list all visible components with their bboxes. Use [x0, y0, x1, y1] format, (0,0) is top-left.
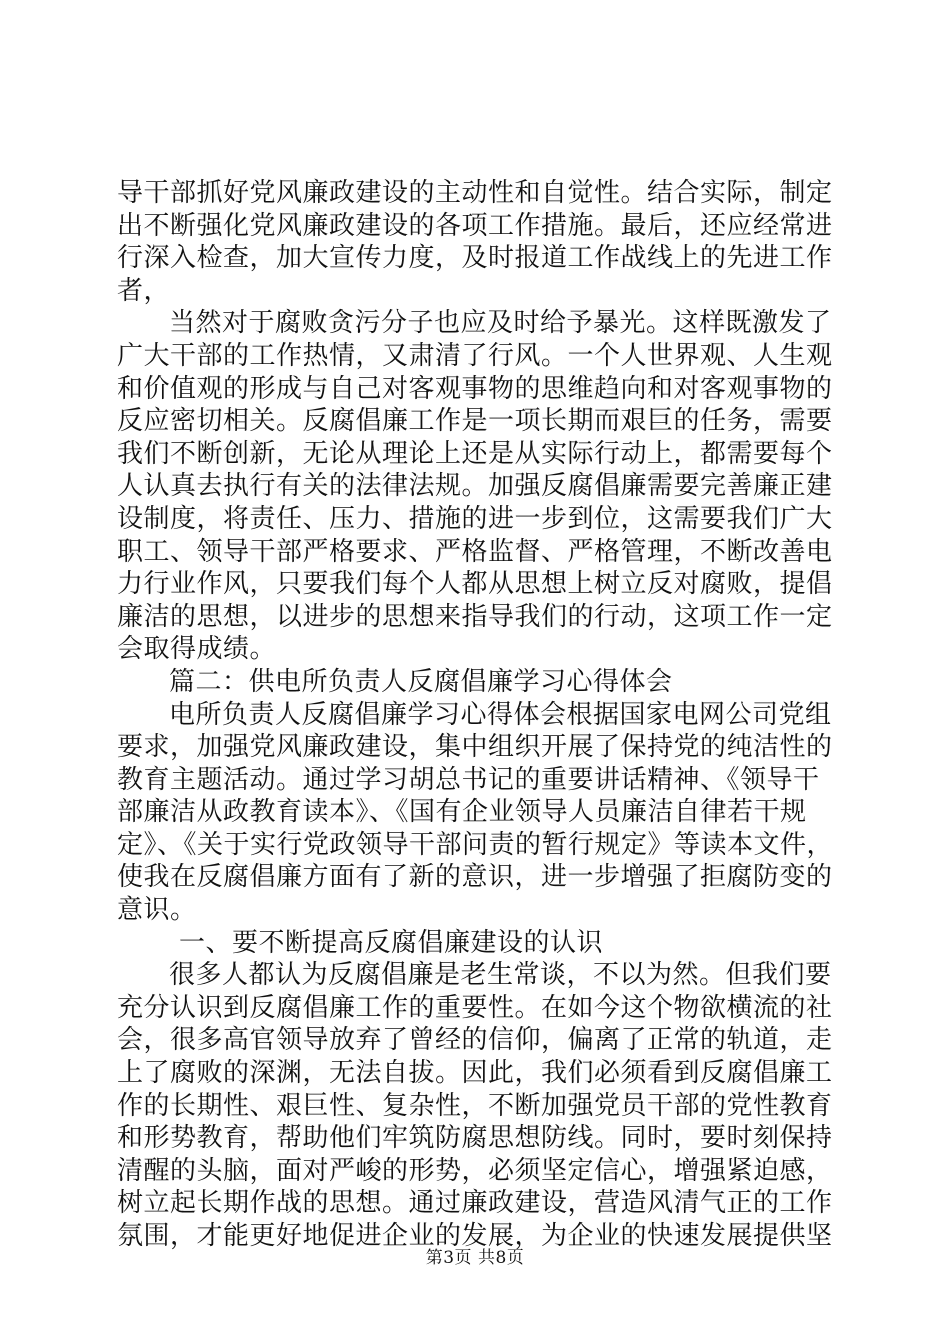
text-line: 职工、领导干部严格要求、严格监督、严格管理，不断改善电: [117, 536, 833, 567]
text-line: 广大干部的工作热情，又肃清了行风。一个人世界观、人生观: [117, 340, 833, 371]
text-line: 和形势教育，帮助他们牢筑防腐思想防线。同时，要时刻保持: [117, 1123, 833, 1154]
text-line: 很多人都认为反腐倡廉是老生常谈，不以为然。但我们要: [169, 960, 832, 991]
text-line: 意识。: [117, 895, 197, 926]
text-line: 作的长期性、艰巨性、复杂性，不断加强党员干部的党性教育: [117, 1090, 833, 1121]
text-line: 教育主题活动。通过学习胡总书记的重要讲话精神、《领导干: [117, 764, 820, 795]
text-line: 要求，加强党风廉政建设，集中组织开展了保持党的纯洁性的: [117, 732, 833, 763]
text-line: 行深入检查，加大宣传力度，及时报道工作战线上的先进工作: [117, 243, 833, 274]
page-number-footer: 第3页 共8页: [425, 1248, 525, 1268]
text-line: 力行业作风，只要我们每个人都从思想上树立反对腐败，提倡: [117, 569, 833, 600]
text-line: 使我在反腐倡廉方面有了新的意识，进一步增强了拒腐防变的: [117, 862, 833, 893]
subsection-heading: 一、要不断提高反腐倡廉建设的认识: [179, 927, 604, 958]
text-line: 出不断强化党风廉政建设的各项工作措施。最后，还应经常进: [117, 210, 833, 241]
text-line: 廉洁的思想，以进步的思想来指导我们的行动，这项工作一定: [117, 601, 833, 632]
text-line: 我们不断创新，无论从理论上还是从实际行动上，都需要每个: [117, 438, 833, 469]
text-line: 氛围，才能更好地促进企业的发展，为企业的快速发展提供坚: [117, 1221, 833, 1251]
text-line: 树立起长期作战的思想。通过廉政建设，营造风清气正的工作: [117, 1188, 833, 1219]
section-heading: 篇二：供电所负责人反腐倡廉学习心得体会: [169, 666, 673, 697]
document-body: [117, 177, 837, 1253]
text-line: 导干部抓好党风廉政建设的主动性和自觉性。结合实际，制定: [117, 178, 833, 208]
text-line: 部廉洁从政教育读本》、《国有企业领导人员廉洁自律若干规: [117, 797, 807, 828]
text-line: 清醒的头脑，面对严峻的形势，必须坚定信心，增强紧迫感，: [117, 1155, 833, 1186]
text-line: 人认真去执行有关的法律法规。加强反腐倡廉需要完善廉正建: [117, 471, 833, 502]
text-line: 上了腐败的深渊，无法自拔。因此，我们必须看到反腐倡廉工: [117, 1058, 833, 1089]
text-line: 充分认识到反腐倡廉工作的重要性。在如今这个物欲横流的社: [117, 992, 833, 1023]
text-line: 电所负责人反腐倡廉学习心得体会根据国家电网公司党组: [169, 699, 832, 730]
text-line: 当然对于腐败贪污分子也应及时给予暴光。这样既激发了: [169, 308, 832, 339]
text-line: 定》、《关于实行党政领导干部问责的暂行规定》等读本文件，: [117, 829, 834, 860]
text-line: 设制度，将责任、压力、措施的进一步到位，这需要我们广大: [117, 503, 833, 534]
text-line: 会取得成绩。: [117, 634, 277, 665]
text-line: 者，: [117, 275, 171, 306]
text-line: 和价值观的形成与自己对客观事物的思维趋向和对客观事物的: [117, 373, 833, 404]
text-line: 反应密切相关。反腐倡廉工作是一项长期而艰巨的任务，需要: [117, 406, 833, 437]
text-line: 会，很多高官领导放弃了曾经的信仰，偏离了正常的轨道，走: [117, 1025, 833, 1056]
